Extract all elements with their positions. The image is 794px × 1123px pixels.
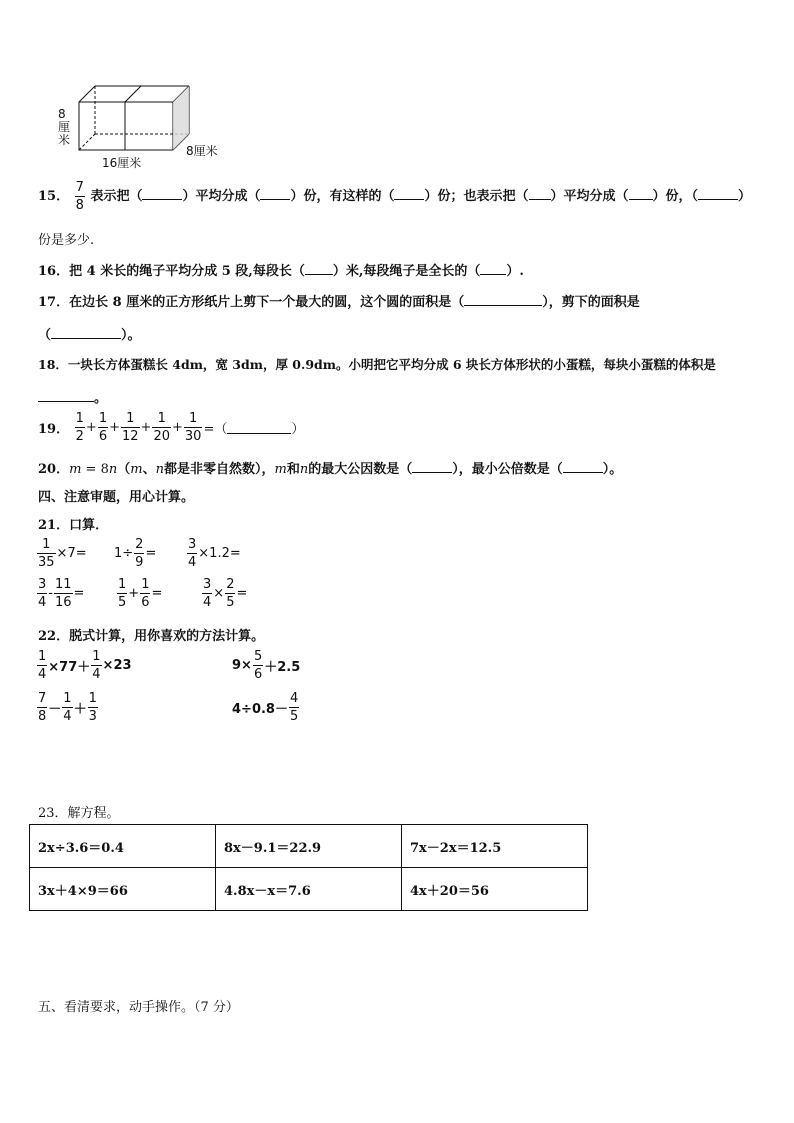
frac-num: 1: [63, 691, 72, 706]
q17-text-line2-a: （: [38, 328, 52, 343]
frac-den: 4: [38, 595, 47, 610]
mental-calc-2: [114, 538, 156, 569]
q15-text-e: ）平均分成（: [550, 189, 629, 204]
frac-num: 1: [118, 577, 127, 592]
expr-text: 4÷0.8－: [232, 702, 288, 717]
fraction: [140, 578, 150, 609]
cuboid-figure: [55, 80, 235, 175]
calc-rest: =: [145, 546, 157, 561]
fraction: [117, 578, 127, 609]
answer-blank[interactable]: [260, 187, 290, 200]
answer-blank[interactable]: [412, 460, 452, 473]
frac-den: 16: [54, 595, 72, 610]
fraction: [37, 692, 47, 723]
frac-den: 6: [253, 667, 263, 682]
section-4-title: 四、注意审题，用心计算。: [38, 490, 195, 505]
fraction: [121, 412, 140, 443]
q20-text-d: ）。: [602, 462, 623, 477]
expr-text: 9×: [232, 658, 252, 673]
fraction: [37, 578, 47, 609]
answer-blank[interactable]: [529, 187, 551, 200]
frac-den: 4: [63, 709, 72, 724]
frac-num: 4: [289, 691, 299, 706]
fraction: [225, 578, 235, 609]
q16-text-b: ）米,每段绳子是全长的（: [332, 264, 481, 279]
expr-text: －: [48, 702, 62, 717]
var-m: m: [274, 462, 287, 477]
fraction: [134, 538, 144, 569]
section-5-title: 五、看清要求，动手操作。（7 分）: [38, 1000, 239, 1015]
expression-1: [36, 650, 132, 681]
calc-pre: 1÷: [114, 546, 134, 561]
frac-num: 1: [141, 577, 150, 592]
frac-den: 20: [153, 429, 170, 444]
fraction: [62, 692, 72, 723]
plus-sign: +: [109, 420, 120, 435]
frac-num: 3: [188, 537, 197, 552]
frac-num: 1: [98, 411, 108, 426]
calc-rest: =: [151, 586, 163, 601]
expr-text: ＋: [73, 702, 87, 717]
q20-and: 和: [286, 462, 300, 477]
equation-cell: 2x÷3.6＝0.4: [30, 825, 216, 868]
calc-rest: =: [73, 586, 85, 601]
frac-den: 5: [118, 595, 127, 610]
equation-eq: = 8: [81, 462, 109, 477]
width-label: 8厘米: [186, 144, 218, 158]
frac-den: 6: [141, 595, 150, 610]
frac-den: 8: [75, 198, 84, 213]
question-number: 19．: [38, 422, 70, 437]
fraction: [91, 650, 101, 681]
mental-calc-5: [116, 578, 162, 609]
frac-den: 4: [92, 667, 101, 682]
q16-text-a: 把 4 米长的绳子平均分成 5 段,每段长（: [69, 264, 305, 279]
close-paren: ）: [291, 422, 305, 437]
fraction-7-8: [75, 181, 85, 212]
q18-text-line2: 。: [94, 391, 108, 406]
answer-blank[interactable]: [394, 187, 424, 200]
q15-text-g: ）: [738, 189, 752, 204]
equation-cell: 4.8x－x＝7.6: [216, 868, 402, 911]
answer-blank[interactable]: [142, 187, 182, 200]
question-21-title: 21．口算．: [38, 518, 109, 533]
question-23-title: 23．解方程。: [38, 806, 120, 821]
equation-table: [29, 824, 588, 911]
table-row: [30, 825, 588, 868]
fraction: [37, 650, 47, 681]
q20-text-c: ），最小公倍数是（: [452, 462, 563, 477]
fraction: [289, 692, 299, 723]
answer-blank[interactable]: [698, 187, 738, 200]
answer-blank[interactable]: [563, 460, 603, 473]
var-m: m: [69, 462, 82, 477]
frac-num: 1: [126, 411, 135, 426]
answer-blank[interactable]: [480, 262, 506, 275]
frac-num: 1: [92, 649, 101, 664]
equals-sign: =（: [203, 422, 228, 437]
frac-den: 9: [135, 555, 144, 570]
plus-sign: +: [140, 420, 152, 435]
frac-den: 4: [203, 595, 212, 610]
frac-den: 8: [38, 709, 47, 724]
question-15: [38, 181, 751, 212]
height-label-num: 8: [58, 107, 66, 121]
answer-blank[interactable]: [227, 421, 291, 434]
q17-text-a: 在边长 8 厘米的正方形纸片上剪下一个最大的圆，这个圆的面积是（: [69, 295, 465, 310]
mental-calc-1: [36, 538, 87, 569]
question-20: [38, 458, 622, 477]
frac-den: 5: [226, 595, 235, 610]
fraction: [88, 692, 98, 723]
question-18-line-2: [38, 387, 107, 406]
q15-text-f: ）份，（: [652, 189, 699, 204]
frac-den: 2: [75, 429, 84, 444]
answer-blank[interactable]: [38, 389, 94, 402]
q15-text-c: ）份，有这样的（: [290, 189, 395, 204]
frac-num: 1: [38, 649, 47, 664]
q15-text-b: ）平均分成（: [182, 189, 261, 204]
frac-den: 12: [122, 429, 139, 444]
question-number: 20．: [38, 462, 70, 477]
calc-rest: ×1.2=: [198, 546, 241, 561]
q20-paren: （: [117, 462, 131, 477]
fraction: [202, 578, 212, 609]
frac-den: 6: [98, 429, 108, 444]
frac-den: 4: [38, 667, 47, 682]
frac-num: 3: [38, 577, 47, 592]
calc-rest: =: [236, 586, 248, 601]
expr-text: ×23: [102, 658, 132, 673]
height-label: [58, 108, 70, 147]
plus-sign: +: [172, 420, 183, 435]
expression-3: [36, 692, 99, 723]
length-label: 16厘米: [102, 156, 142, 170]
frac-num: 3: [203, 577, 212, 592]
question-number: 18．: [38, 357, 68, 372]
question-17: [38, 291, 640, 310]
frac-den: 3: [88, 709, 97, 724]
var-n: n: [299, 462, 309, 477]
frac-den: 30: [184, 429, 202, 444]
frac-num: 2: [226, 577, 235, 592]
calc-op: -: [48, 586, 53, 601]
expression-2: [232, 650, 300, 681]
question-22-title: 22．脱式计算，用你喜欢的方法计算。: [38, 629, 265, 644]
q17-text-b: ），剪下的面积是: [542, 295, 640, 310]
var-m: m: [130, 462, 143, 477]
mental-calc-3: [186, 538, 241, 569]
frac-num: 2: [135, 537, 144, 552]
fraction: [152, 412, 171, 443]
q20-text-a: 都是非零自然数），: [163, 462, 275, 477]
frac-num: 7: [38, 691, 47, 706]
mental-calc-6: [201, 578, 247, 609]
equation-cell: 3x＋4×9＝66: [30, 868, 216, 911]
frac-num: 1: [157, 411, 166, 426]
q20-sep: 、: [142, 462, 156, 477]
frac-num: 1: [88, 691, 97, 706]
question-17-line-2: [38, 324, 141, 343]
expr-text: ×77＋: [48, 660, 91, 675]
calc-op: ×: [213, 586, 225, 601]
q15-text-a: 表示把（: [90, 189, 143, 204]
fraction: [75, 412, 85, 443]
expr-text: ＋2.5: [264, 660, 301, 675]
frac-den: 4: [188, 555, 197, 570]
fraction: [37, 538, 56, 569]
question-18: [38, 355, 716, 373]
equation-cell: 4x＋20＝56: [402, 868, 588, 911]
q18-text-a: 一块长方体蛋糕长 4dm，宽 3dm，厚 0.9dm。小明把它平均分成 6 块长方体形状的小蛋糕，每块小蛋糕的体积是: [67, 357, 716, 372]
answer-blank[interactable]: [629, 187, 653, 200]
fraction: [184, 412, 203, 443]
equation-cell: 8x－9.1＝22.9: [216, 825, 402, 868]
fraction: [54, 578, 73, 609]
frac-num: 7: [75, 180, 84, 195]
var-n: n: [155, 462, 164, 477]
answer-blank[interactable]: [51, 326, 121, 339]
frac-num: 11: [54, 577, 72, 592]
height-label-unit-1: 厘: [58, 120, 71, 134]
answer-blank[interactable]: [464, 293, 542, 306]
fraction: [98, 412, 108, 443]
table-row: [30, 868, 588, 911]
question-19: [38, 412, 304, 443]
expression-4: [232, 692, 300, 723]
answer-blank[interactable]: [305, 262, 333, 275]
equation-cell: 7x－2x＝12.5: [402, 825, 588, 868]
calc-rest: ×7=: [56, 546, 87, 561]
frac-num: 5: [253, 649, 263, 664]
frac-den: 35: [38, 555, 55, 570]
frac-num: 1: [75, 411, 84, 426]
frac-den: 5: [289, 709, 299, 724]
question-number: 17．: [38, 295, 70, 310]
q17-text-line2-b: ）。: [121, 328, 141, 343]
question-16: [38, 260, 524, 279]
q20-text-b: 的最大公因数是（: [308, 462, 413, 477]
fraction: [187, 538, 197, 569]
var-n: n: [108, 462, 118, 477]
plus-sign: +: [85, 420, 97, 435]
q16-text-c: ）.: [506, 264, 524, 279]
question-number: 15．: [38, 189, 70, 204]
question-15-line-2: 份是多少.: [38, 233, 95, 248]
fraction: [253, 650, 263, 681]
question-number: 16．: [38, 264, 70, 279]
mental-calc-4: [36, 578, 84, 609]
frac-num: 1: [42, 537, 51, 552]
q15-text-d: ）份；也表示把（: [424, 189, 529, 204]
calc-op: +: [128, 586, 140, 601]
height-label-unit-2: 米: [58, 133, 71, 147]
frac-num: 1: [189, 411, 198, 426]
